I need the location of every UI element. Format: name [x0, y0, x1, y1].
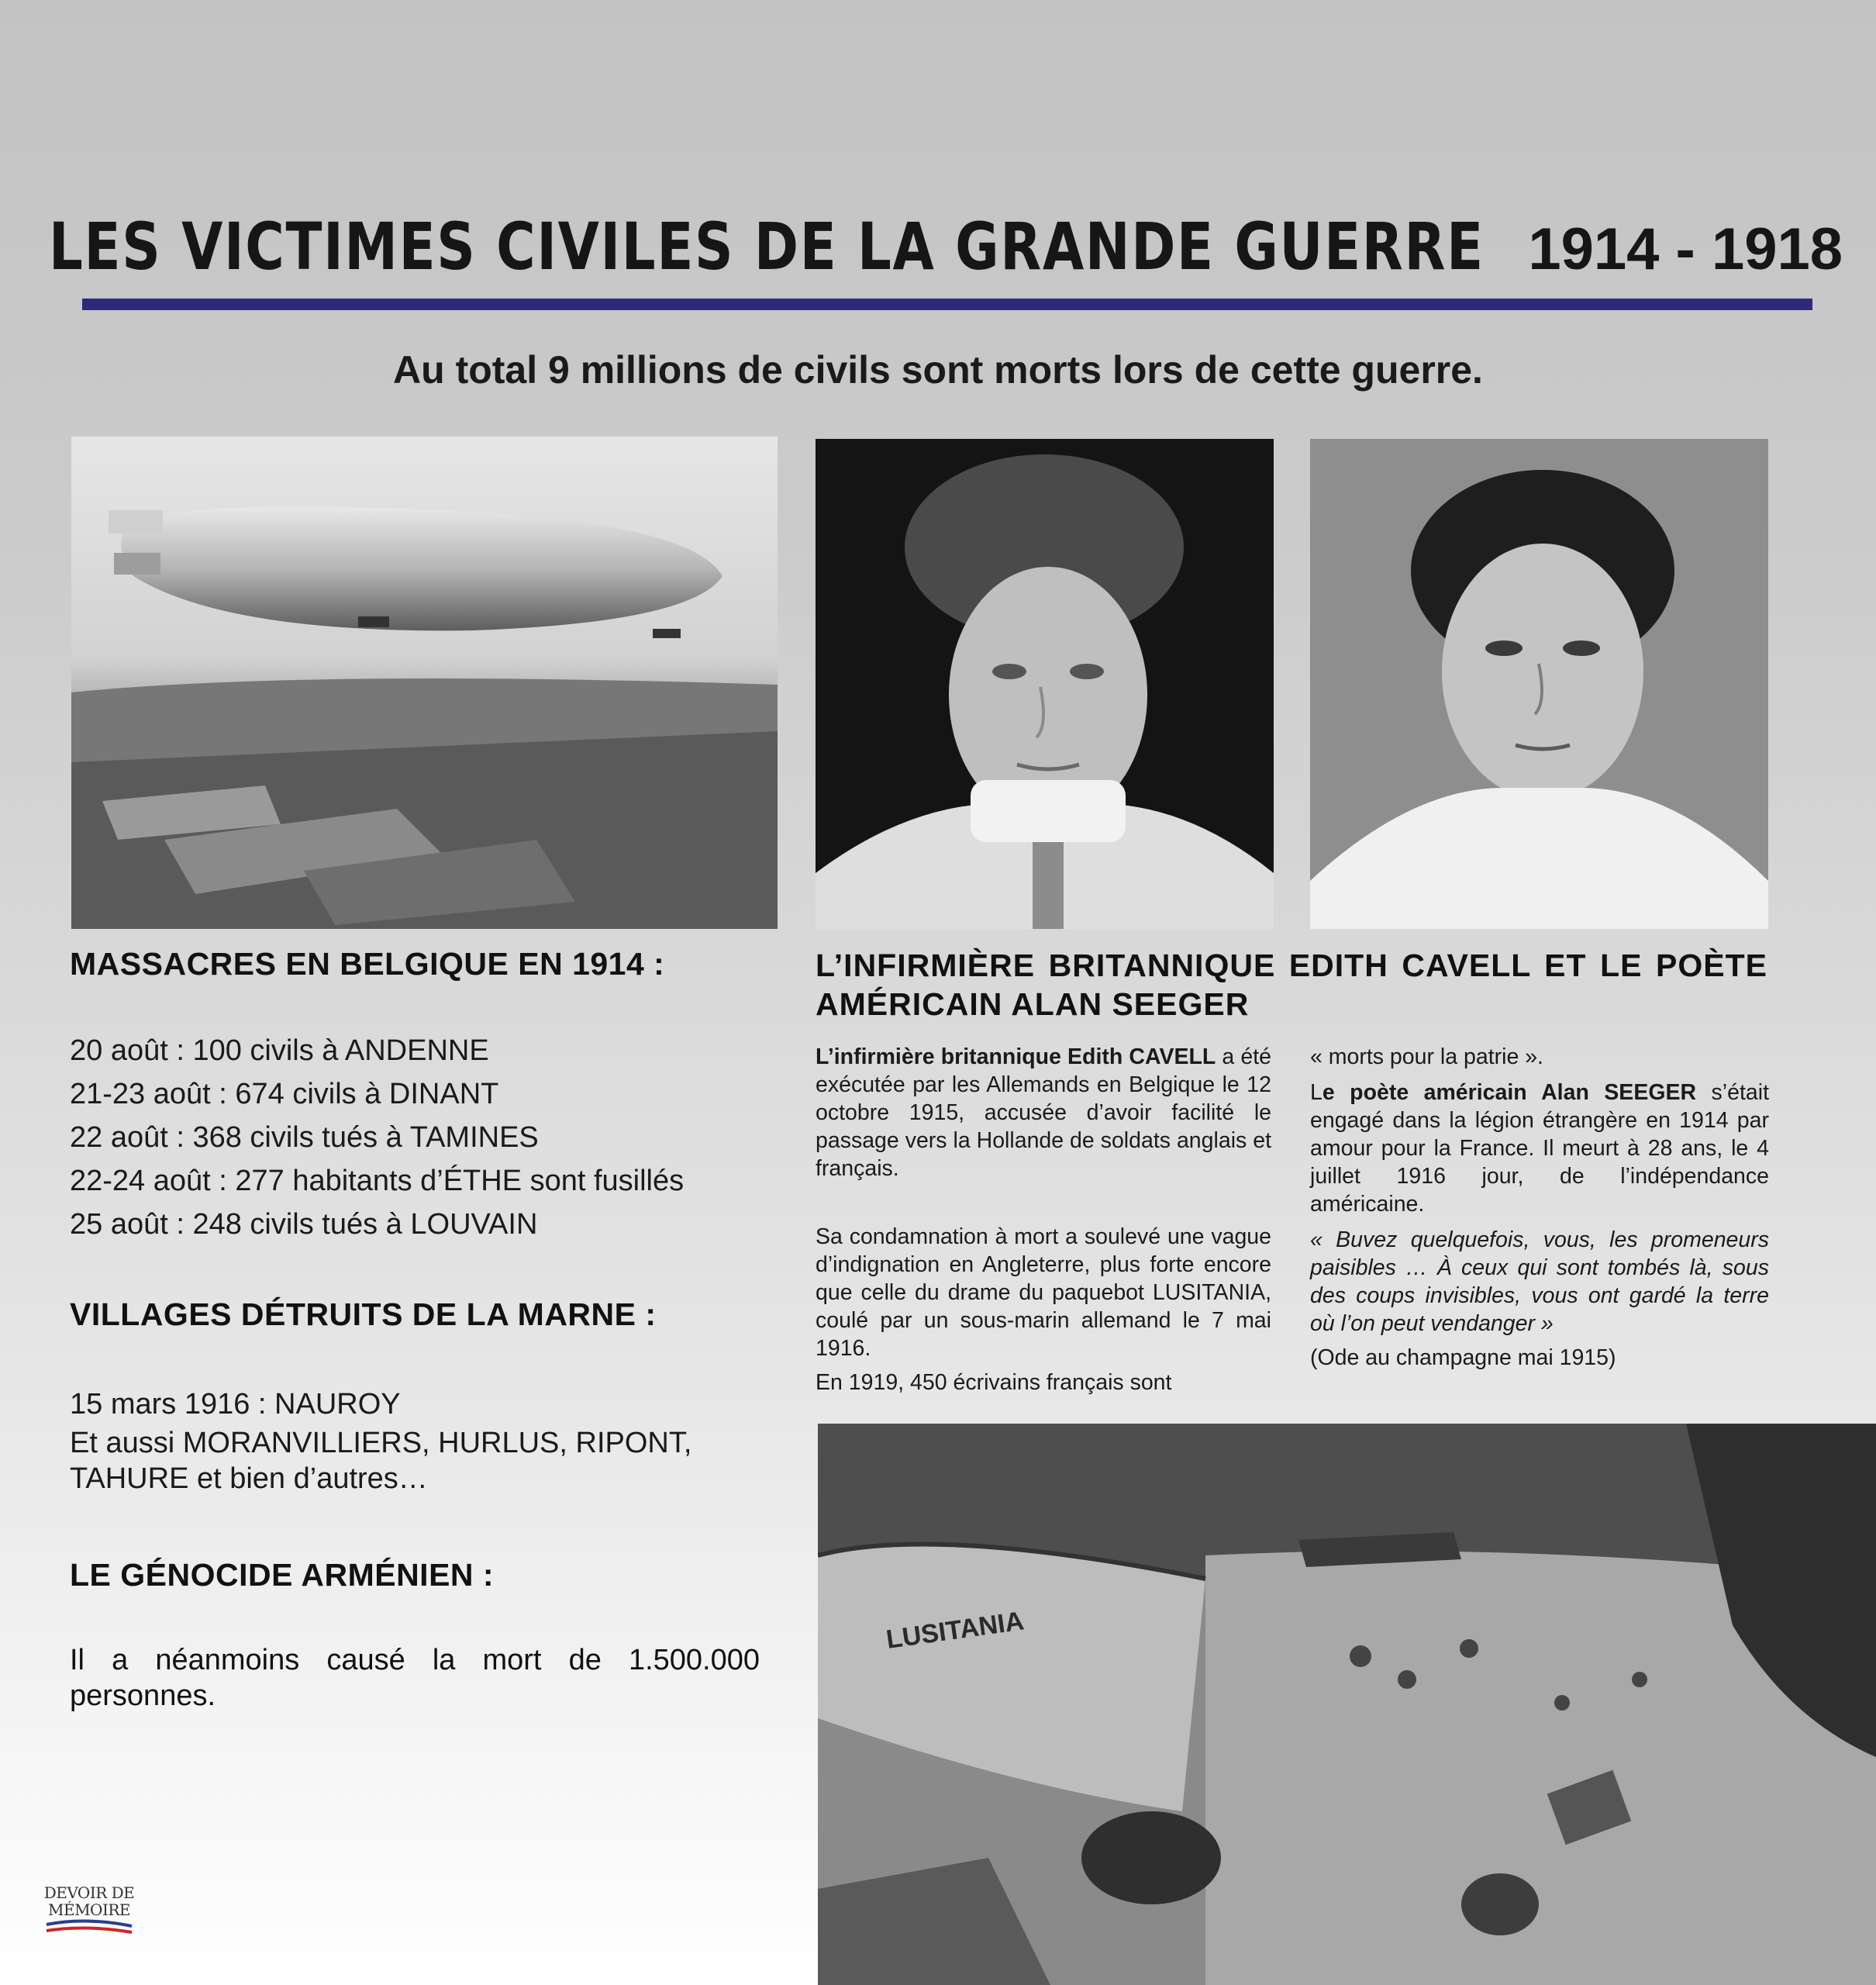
- ecrivains-paragraph: En 1919, 450 écrivains français sont: [816, 1370, 1172, 1395]
- morts-pour-la-patrie: « morts pour la patrie ».: [1310, 1044, 1543, 1069]
- seeger-lead: L: [1310, 1080, 1323, 1105]
- logo-flag-swoosh: [39, 1918, 140, 1942]
- seeger-paragraph: [1310, 1079, 1769, 1218]
- title-years: 1914 - 1918: [1528, 216, 1843, 282]
- seeger-name: e poète américain Alan SEEGER: [1322, 1080, 1697, 1105]
- devoir-de-memoire-logo: [39, 1884, 140, 1946]
- list-item: 21-23 août : 674 civils à DINANT: [70, 1078, 499, 1110]
- cavell-name: L’infirmière britannique Edith CAVELL: [816, 1044, 1216, 1069]
- belgique-massacre-list: [70, 1029, 684, 1246]
- title-divider: [82, 299, 1812, 310]
- seeger-quote: [1310, 1226, 1769, 1338]
- list-item: 25 août : 248 civils tués à LOUVAIN: [70, 1208, 538, 1241]
- page-title: LES VICTIMES CIVILES DE LA GRANDE GUERRE: [48, 209, 1485, 285]
- list-item: 22-24 août : 277 habitants d’ÉTHE sont fusillés: [70, 1165, 685, 1197]
- genocide-text: Il a néanmoins causé la mort de 1.500.000 personnes.: [70, 1644, 760, 1712]
- condamnation-paragraph: Sa condamnation à mort a soulevé une vague d’indignation en Angleterre, plus forte encore que celle du drame du paquebot LUSITANIA, coulé par un sous-marin allemand le 7 mai 1916.: [816, 1224, 1271, 1361]
- list-item: 20 août : 100 civils à ANDENNE: [70, 1034, 489, 1067]
- edith-cavell-portrait: [816, 439, 1274, 929]
- quote-text: « Buvez quelquefois, vous, les promeneurs paisibles … À ceux qui sont tombés là, sous des coups invisibles, vous ont gardé la terre où l’on peut vendanger »: [1310, 1227, 1769, 1336]
- page-subtitle: Au total 9 millions de civils sont morts lors de cette guerre.: [393, 348, 1483, 392]
- cavell-paragraph: [816, 1043, 1271, 1182]
- zeppelin-photo: [71, 437, 778, 929]
- lusitania-boat-label: LUSITANIA: [884, 1606, 1026, 1655]
- seeger-text-column: [1310, 1043, 1769, 1372]
- cavell-description: a été exécutée par les Allemands en Belgique le 12 octobre 1915, accusée d’avoir facilité le passage vers la Hollande de soldats anglais et français.: [816, 1044, 1271, 1181]
- seeger-description: s’était engagé dans la légion étrangère en 1914 par amour pour la France. Il meurt à 28 ans, le 4 juillet 1916 jour, de l’indépendance américaine.: [1310, 1080, 1769, 1217]
- list-item: 22 août : 368 civils tués à TAMINES: [70, 1121, 539, 1154]
- heading-genocide: LE GÉNOCIDE ARMÉNIEN :: [70, 1557, 495, 1593]
- heading-cavell-seeger: L’INFIRMIÈRE BRITANNIQUE EDITH CAVELL ET LE POÈTE AMÉRICAIN ALAN SEEGER: [816, 948, 1767, 1022]
- lusitania-illustration: [818, 1424, 1876, 1985]
- heading-marne: VILLAGES DÉTRUITS DE LA MARNE :: [70, 1296, 657, 1332]
- alan-seeger-portrait: [1310, 439, 1768, 929]
- marne-other-villages: Et aussi MORANVILLIERS, HURLUS, RIPONT, TAHURE et bien d’autres…: [70, 1427, 692, 1495]
- marne-date-line: 15 mars 1916 : NAUROY: [70, 1388, 401, 1421]
- cavell-text-column: [816, 1043, 1271, 1396]
- quote-source: (Ode au champagne mai 1915): [1310, 1345, 1616, 1370]
- logo-line-2: MÉMOIRE: [47, 1900, 130, 1919]
- title-row: [48, 194, 1843, 285]
- heading-belgique: MASSACRES EN BELGIQUE EN 1914 :: [70, 946, 665, 982]
- logo-line-1: DEVOIR DE: [43, 1883, 135, 1902]
